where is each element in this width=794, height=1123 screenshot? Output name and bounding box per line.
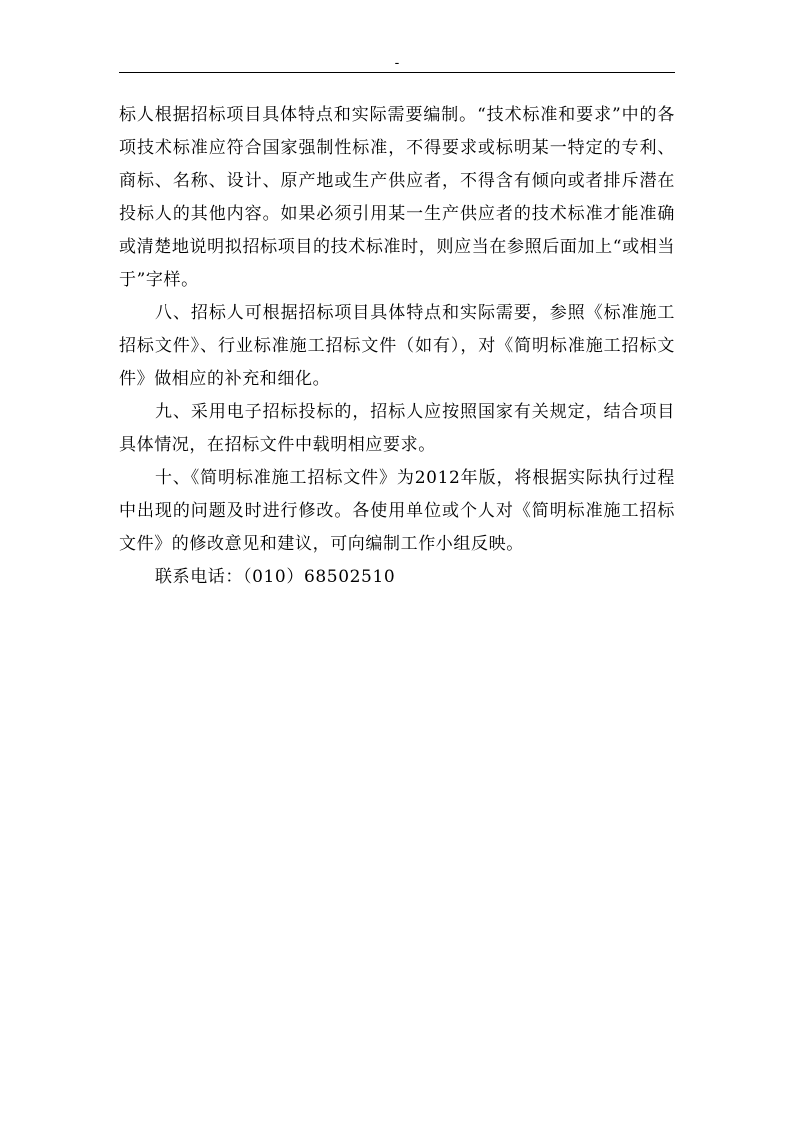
- paragraph-item-9: 九、采用电子招标投标的，招标人应按照国家有关规定，结合项目具体情况，在招标文件中载明相应要求。: [119, 402, 675, 455]
- header-rule: [119, 72, 675, 73]
- header-mark: -: [394, 54, 400, 70]
- paragraph-technical-standards: 标人根据招标项目具体特点和实际需要编制。“技术标准和要求”中的各项技术标准应符合国家强制性标准，不得要求或标明某一特定的专利、商标、名称、设计、原产地或生产供应者，不得含有倾向或者排斥潜在投标人的其他内容。如果必须引用某一生产供应者的技术标准才能准确或清楚地说明拟招标项目的技术标准时，则应当在参照后面加上“或相当于”字样。: [119, 105, 675, 290]
- paragraph-item-10: 十、《简明标准施工招标文件》为2012年版，将根据实际执行过程中出现的问题及时进行修改。各使用单位或个人对《简明标准施工招标文件》的修改意见和建议，可向编制工作小组反映。: [119, 468, 675, 554]
- paragraph-item-8: 八、招标人可根据招标项目具体特点和实际需要，参照《标准施工招标文件》、行业标准施工招标文件（如有），对《简明标准施工招标文件》做相应的补充和细化。: [119, 303, 675, 389]
- contact-phone: 联系电话：（010）68502510: [155, 567, 396, 587]
- body-text: [119, 99, 675, 594]
